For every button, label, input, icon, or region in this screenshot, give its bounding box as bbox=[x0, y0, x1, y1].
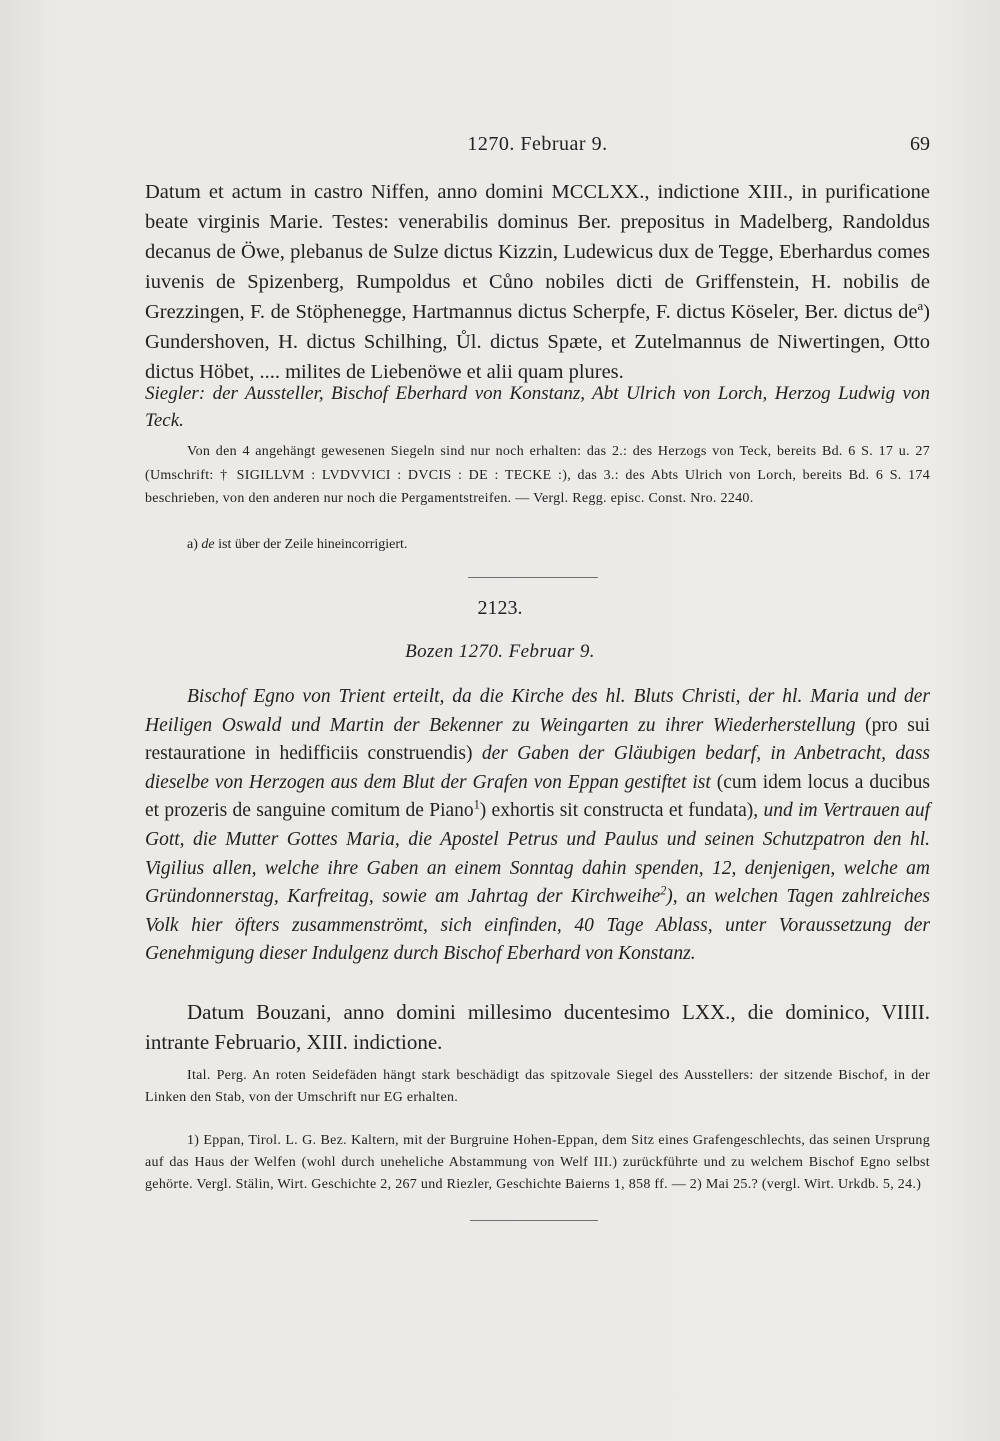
footnote-a-label: a) bbox=[187, 537, 198, 552]
body-text-main: Datum et actum in castro Niffen, anno domini MCCLXX., indictione XIII., in purificatione beate virginis Marie. Testes: venerabilis dominus Ber. prepositus in Madelberg, Randoldus decanus de Öwe, plebanus de Sulze dictus Kizzin, Ludewicus dux de Tegge, Eberhardus comes iuvenis de Spizenberg, Rumpoldus et Cůno nobiles dicti de Griffenstein, H. nobilis de Grezzingen, F. de Stöphenegge, Hartmannus dictus Scherpfe, F. dictus Köseler, Ber. dictus de bbox=[145, 181, 930, 323]
page-number: 69 bbox=[910, 133, 930, 155]
body-text-end: ) Gundershoven, H. dictus Schilhing, Ůl. dictus Spæte, et Zutelmannus de Niwertingen, Otto dictus Höbet, .... milites de Liebenöwe et alii quam plures. bbox=[145, 301, 930, 383]
section-divider bbox=[468, 577, 598, 578]
regest-part-4: ), an welchen Tagen zahlreiches Volk hier öfters zusammenströmt, sich einfinden, 40 Tage Ablass, unter Voraussetzung der Genehmigung dieser Indulgenz durch Bischof Eberhard von Konstanz. bbox=[145, 886, 930, 965]
dating-clause: Datum Bouzani, anno domini millesimo ducentesimo LXX., die dominico, VIIII. intrante Februario, XIII. indictione. bbox=[145, 1000, 930, 1054]
regest-summary bbox=[145, 683, 930, 969]
seal-line: Siegler: der Aussteller, Bischof Eberhard von Konstanz, Abt Ulrich von Lorch, Herzog Ludwig von Teck. bbox=[145, 383, 930, 431]
latin-quote-1: (pro sui restauratione in hedifficiis construendis) bbox=[145, 714, 931, 765]
footnote-mark-a: a bbox=[917, 299, 924, 314]
footnote-a-text: ist über der Zeile hineincorrigiert. bbox=[218, 537, 408, 552]
regest-part-1: Bischof Egno von Trient erteilt, da die Kirche des hl. Bluts Christi, der hl. Maria und der Heiligen Oswald und Martin der Bekenner zu Weingarten zu ihrer Wiederherstellung bbox=[145, 686, 930, 736]
running-title: 1270. Februar 9. bbox=[467, 133, 608, 155]
footnote-mark-1: 1 bbox=[473, 797, 480, 812]
archival-note: Ital. Perg. An roten Seidefäden hängt stark beschädigt das spitzovale Siegel des Ausstellers: der sitzende Bischof, in der Linken den Stab, von der Umschrift nur EG erhalten. bbox=[145, 1068, 930, 1105]
footnote-a-word: de bbox=[201, 537, 215, 552]
previous-document-body bbox=[145, 177, 930, 387]
latin-quote-2: (cum idem locus a ducibus et prozeris de sanguine comitum de Piano bbox=[145, 771, 930, 822]
document-number: 2123. bbox=[477, 597, 523, 619]
page-header bbox=[145, 133, 930, 163]
regest-part-2: der Gaben der Gläubigen bedarf, in Anbetracht, dass dieselbe von Herzogen aus dem Blut der Grafen von Eppan gestiftet ist bbox=[145, 743, 930, 793]
latin-quote-3: ) exhortis sit constructa et fundata), bbox=[479, 800, 759, 822]
footnotes: 1) Eppan, Tirol. L. G. Bez. Kaltern, mit der Burgruine Hohen-Eppan, dem Sitz eines Grafengeschlechts, das seinen Ursprung auf das Haus der Welfen (wohl durch uneheliche Abstammung von Welf III.) zurückführte und zu welchem Bischof Egno selbst gehörte. Vergl. Stälin, Wirt. Geschichte 2, 267 und Riezler, Geschichte Baierns 1, 858 ff. — 2) Mai 25.? (vergl. Wirt. Urkdb. 5, 24.) bbox=[145, 1133, 930, 1192]
footnote-mark-2: 2 bbox=[660, 883, 667, 898]
end-divider bbox=[470, 1220, 598, 1221]
regest-part-3: und im Vertrauen auf Gott, die Mutter Gottes Maria, die Apostel Petrus und Paulus und seinen Schutzpatron den hl. Vigilius allen, welche ihre Gaben an einem Sonntag dahin spenden, 12, denjenigen, welche am Gründonnerstag, Karfreitag, sowie am Jahrtag der Kirchweihe bbox=[145, 800, 931, 908]
seal-note: Von den 4 angehängt gewesenen Siegeln sind nur noch erhalten: das 2.: des Herzogs von Teck, bereits Bd. 6 S. 17 u. 27 (Umschrift: † SIGILLVM : LVDVVICI : DVCIS : DE : TECKE :), das 3.: des Abts Ulrich von Lorch, bereits Bd. 6 S. 174 beschrieben, von den anderen nur noch die Pergamentstreifen. — Vergl. Regg. episc. Const. Nro. 2240. bbox=[145, 444, 930, 506]
footnote-a bbox=[145, 535, 972, 555]
place-date: Bozen 1270. Februar 9. bbox=[405, 641, 595, 662]
